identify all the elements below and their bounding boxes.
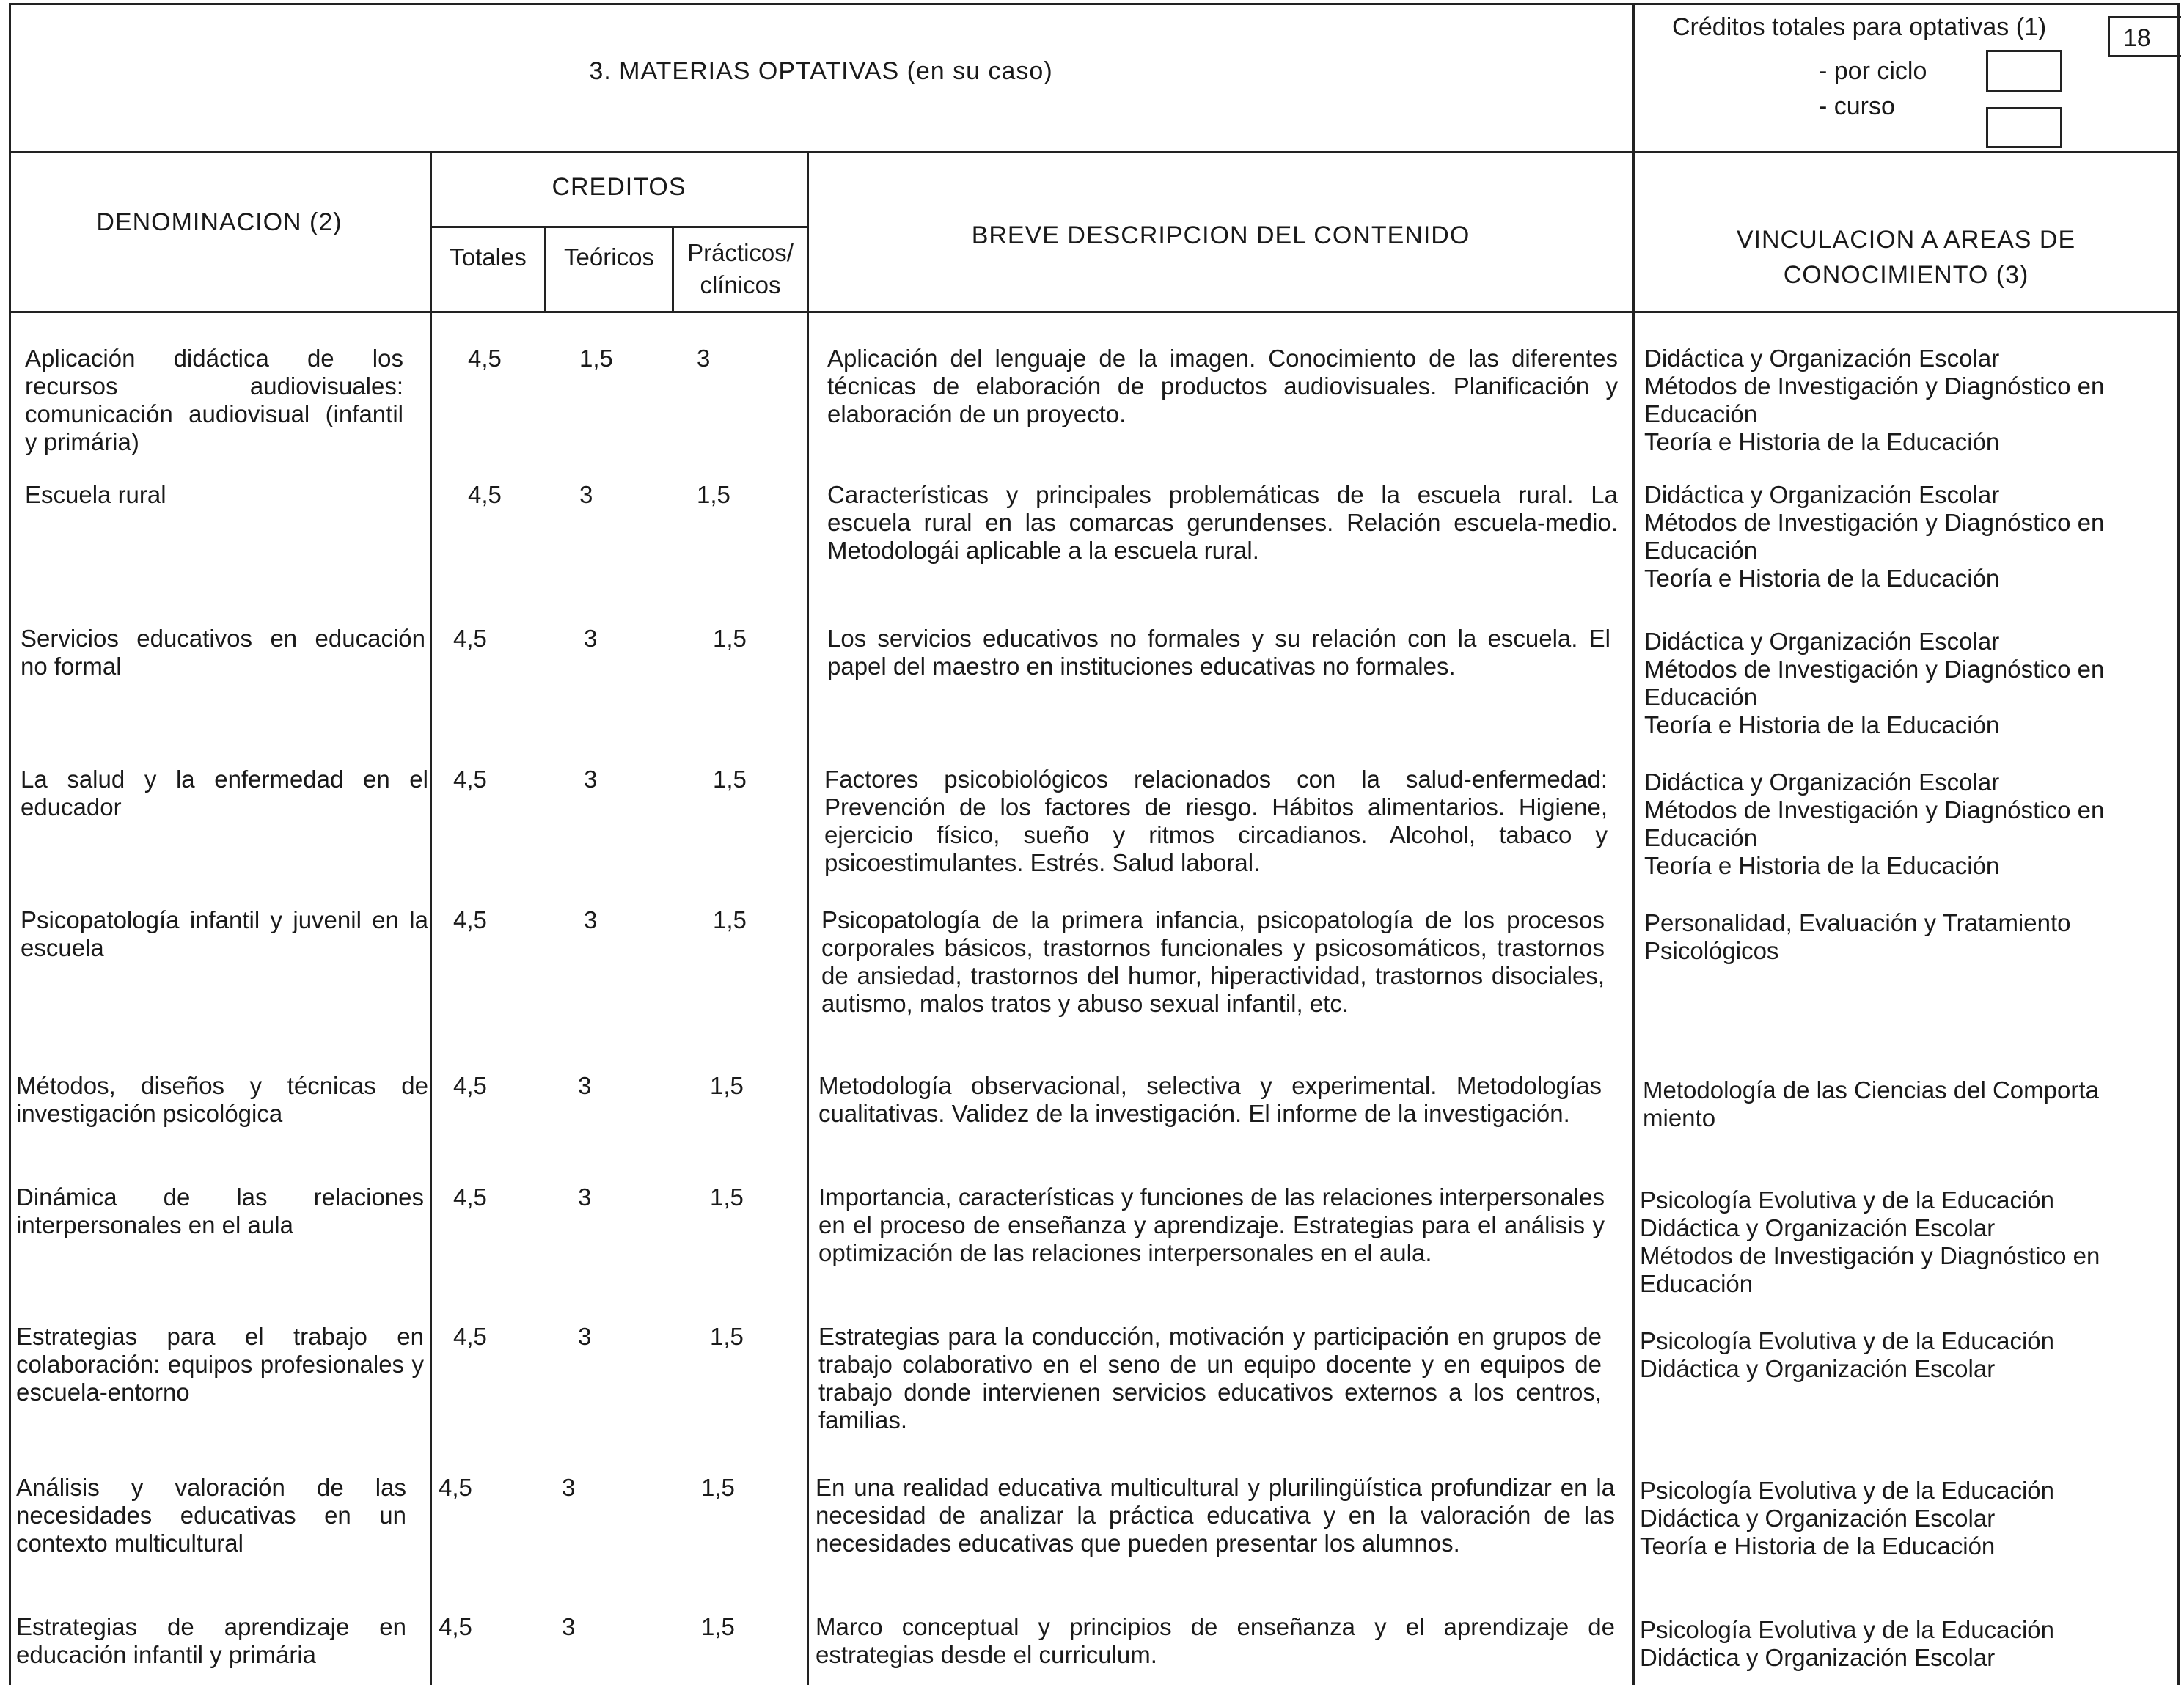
row-descripcion: Estrategias para la conducción, motivación y participación en grupos de trabajo colaborativo en el seno de un equipo docente y en equipos de trabajo donde intervienen servicios educativos externos a los centros, familias. (818, 1323, 1602, 1433)
row-area: Didáctica y Organización Escolar (1644, 628, 2000, 655)
row-area: Psicología Evolutiva y de la Educación (1640, 1186, 2054, 1214)
creditos-divider (807, 151, 809, 1685)
col-descripcion: BREVE DESCRIPCION DEL CONTENIDO (971, 221, 1470, 249)
row-teoricos: 3 (562, 1474, 576, 1501)
denominacion-divider (430, 151, 432, 1685)
row-practicos: 1,5 (701, 1474, 735, 1501)
row-totales: 4,5 (453, 766, 487, 793)
creditos-subrule (430, 226, 808, 228)
row-teoricos: 3 (584, 766, 598, 793)
columns-rule (9, 311, 2180, 313)
row-teoricos: 3 (562, 1613, 576, 1640)
creditos-totales-label: Créditos totales para optativas (1) (1672, 13, 2047, 41)
row-practicos: 3 (697, 345, 711, 372)
row-area: Psicología Evolutiva y de la Educación (1640, 1616, 2054, 1643)
row-area: Didáctica y Organización Escolar (1640, 1355, 1996, 1382)
row-teoricos: 3 (578, 1072, 592, 1099)
row-practicos: 1,5 (713, 766, 747, 793)
curso-box (1986, 107, 2062, 148)
row-practicos: 1,5 (701, 1613, 735, 1640)
creditos-totales-value: 18 (2108, 16, 2181, 57)
row-area: Teoría e Historia de la Educación (1644, 428, 2000, 455)
row-practicos: 1,5 (710, 1183, 744, 1211)
row-area: Psicología Evolutiva y de la Educación (1640, 1477, 2054, 1504)
row-area: Didáctica y Organización Escolar (1644, 768, 2000, 796)
row-area: Didáctica y Organización Escolar (1640, 1505, 1996, 1532)
row-area: Metodología de las Ciencias del Comporta (1643, 1076, 2099, 1104)
row-area: Teoría e Historia de la Educación (1644, 565, 2000, 592)
row-area: Personalidad, Evaluación y Tratamiento (1644, 909, 2071, 936)
row-totales: 4,5 (468, 345, 502, 372)
row-descripcion: En una realidad educativa multicultural y plurilingüística profundizar en la necesidad de analizar la práctica educativa y en la valoración de las necesidades educativas que pueden presentar los alumnos. (816, 1474, 1615, 1557)
col-vinculacion-line1: VINCULACION A AREAS DE (1736, 226, 2076, 254)
row-area: miento (1643, 1104, 1716, 1131)
row-name: Psicopatología infantil y juvenil en la escuela (21, 906, 428, 961)
row-teoricos: 3 (584, 906, 598, 933)
row-totales: 4,5 (439, 1474, 472, 1501)
col-vinculacion-line2: CONOCIMIENTO (3) (1783, 261, 2029, 289)
row-name: Métodos, diseños y técnicas de investigación psicológica (16, 1072, 428, 1127)
row-area: Teoría e Historia de la Educación (1640, 1532, 1996, 1560)
row-area: Métodos de Investigación y Diagnóstico en (1640, 1242, 2100, 1269)
row-descripcion: Características y principales problemáticas de la escuela rural. La escuela rural en las comarcas gerundenses. Relación escuela-medio. Metodologái aplicable a la escuela rural. (827, 481, 1618, 564)
row-descripcion: Metodología observacional, selectiva y experimental. Metodologías cualitativas. Validez de la investigación. El informe de la investigación. (818, 1072, 1602, 1127)
row-name: Dinámica de las relaciones interpersonales en el aula (16, 1183, 424, 1238)
row-area: Teoría e Historia de la Educación (1644, 711, 2000, 738)
row-descripcion: Aplicación del lenguaje de la imagen. Conocimiento de las diferentes técnicas de elaboración de productos audiovisuales. Planificación y elaboración de un proyecto. (827, 345, 1618, 427)
row-practicos: 1,5 (710, 1072, 744, 1099)
row-totales: 4,5 (453, 625, 487, 652)
col-denominacion: DENOMINACION (2) (96, 208, 342, 236)
row-area: Educación (1640, 1270, 1754, 1297)
row-teoricos: 3 (578, 1183, 592, 1211)
row-area: Didáctica y Organización Escolar (1640, 1644, 1996, 1671)
section-title: 3. MATERIAS OPTATIVAS (en su caso) (589, 57, 1053, 85)
row-area: Educación (1644, 683, 1758, 711)
row-practicos: 1,5 (710, 1323, 744, 1350)
row-descripcion: Factores psicobiológicos relacionados con la salud-enfermedad: Prevención de los factores de riesgo. Hábitos alimentarios. Higiene, ejercicio físico, sueño y ritmos circadianos. Alcohol, tabaco y psicoestimulantes. Estrés. Salud laboral. (824, 766, 1608, 876)
row-name: Estrategias de aprendizaje en educación infantil y primária (16, 1613, 406, 1668)
row-totales: 4,5 (468, 481, 502, 508)
row-teoricos: 3 (579, 481, 593, 508)
row-area: Educación (1644, 537, 1758, 564)
row-name: Estrategias para el trabajo en colaboración: equipos profesionales y escuela-entorno (16, 1323, 424, 1406)
row-totales: 4,5 (439, 1613, 472, 1640)
row-name: Análisis y valoración de las necesidades educativas en un contexto multicultural (16, 1474, 406, 1557)
col-practicos-line1: Prácticos/ (687, 239, 794, 266)
row-teoricos: 1,5 (579, 345, 613, 372)
row-totales: 4,5 (453, 1323, 487, 1350)
row-area: Métodos de Investigación y Diagnóstico en (1644, 796, 2105, 823)
row-practicos: 1,5 (713, 625, 747, 652)
row-name: Aplicación didáctica de los recursos audiovisuales: comunicación audiovisual (infantil y primária) (25, 345, 403, 455)
col-practicos-line2: clínicos (700, 271, 781, 298)
row-name: Escuela rural (25, 481, 166, 508)
row-totales: 4,5 (453, 1072, 487, 1099)
row-area: Métodos de Investigación y Diagnóstico en (1644, 656, 2105, 683)
row-name: La salud y la enfermedad en el educador (21, 766, 428, 821)
row-totales: 4,5 (453, 906, 487, 933)
row-area: Didáctica y Organización Escolar (1644, 345, 2000, 372)
header-rule (9, 151, 2180, 153)
col-teoricos: Teóricos (564, 243, 654, 271)
row-totales: 4,5 (453, 1183, 487, 1211)
row-descripcion: Psicopatología de la primera infancia, psicopatología de los procesos corporales básicos, trastornos funcionales y psicosomáticos, trastornos de ansiedad, trastornos del humor, hiperactividad, trastornos disociales, autismo, malos tratos y abuso sexual infantil, etc. (821, 906, 1605, 1017)
row-area: Métodos de Investigación y Diagnóstico en (1644, 509, 2105, 536)
curso-label: - curso (1819, 92, 1895, 120)
row-area: Psicología Evolutiva y de la Educación (1640, 1327, 2054, 1354)
col-creditos: CREDITOS (552, 173, 686, 201)
row-teoricos: 3 (578, 1323, 592, 1350)
row-practicos: 1,5 (713, 906, 747, 933)
col-totales: Totales (450, 243, 527, 271)
row-descripcion: Importancia, características y funciones de las relaciones interpersonales en el proceso de enseñanza y aprendizaje. Estrategias para el análisis y optimización de las relaciones interpersonales en el aula. (818, 1183, 1605, 1266)
row-area: Teoría e Historia de la Educación (1644, 852, 2000, 879)
row-area: Didáctica y Organización Escolar (1644, 481, 2000, 508)
por-ciclo-label: - por ciclo (1819, 57, 1927, 85)
row-area: Didáctica y Organización Escolar (1640, 1214, 1996, 1241)
row-area: Métodos de Investigación y Diagnóstico en (1644, 372, 2105, 400)
row-area: Educación (1644, 400, 1758, 427)
row-name: Servicios educativos en educación no formal (21, 625, 425, 680)
row-teoricos: 3 (584, 625, 598, 652)
row-area: Psicológicos (1644, 937, 1779, 964)
row-descripcion: Marco conceptual y principios de enseñanza y el aprendizaje de estrategias desde el curriculum. (816, 1613, 1615, 1668)
row-practicos: 1,5 (697, 481, 730, 508)
row-descripcion: Los servicios educativos no formales y su relación con la escuela. El papel del maestro en instituciones educativas no formales. (827, 625, 1610, 680)
row-area: Educación (1644, 824, 1758, 851)
por-ciclo-box (1986, 50, 2062, 92)
